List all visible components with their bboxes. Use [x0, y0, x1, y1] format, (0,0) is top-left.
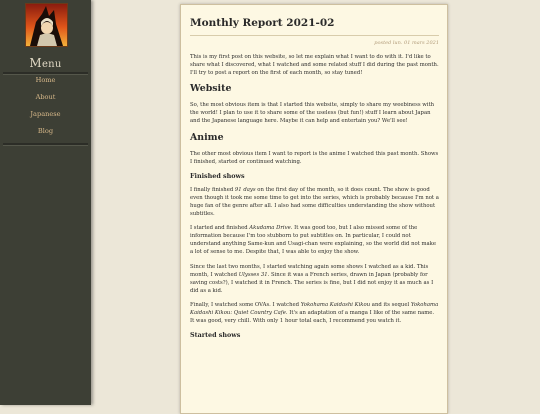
nav-link-japanese[interactable]: Japanese — [30, 110, 61, 118]
nav-link-home[interactable]: Home — [35, 76, 56, 84]
subheading-started-shows: Started shows — [190, 331, 241, 340]
post-card — [180, 4, 448, 414]
paragraph-ulysses: Since the last two months, I started watching again some shows I watched as a kid. This month, I watched Ulysses 31. Since it was a French series, drawn in Japan (probably for saving costs?), I watched it in French. The series is fine, but I did not enjoy it as much as I did as a kid. — [190, 263, 434, 294]
paragraph-91-days: I finally finished 91 days on the first day of the month, so it does count. The show is good even though it took me some time to get into the series, which is probably because I'm not a huge fan of the genre after all. I also had some difficulties understanding the show without subtitles. — [190, 186, 439, 218]
anime-paragraph: The other most obvious item I want to report is the anime I watched this past month. Shows I finished, started or continued watching. — [190, 150, 439, 165]
menu-title: Menu — [29, 56, 62, 70]
show-title: Yokohama Kaidashi Kikou: Quiet Country Cafe — [190, 301, 439, 316]
section-heading-website: Website — [190, 83, 232, 95]
nav-link-blog[interactable]: Blog — [37, 127, 54, 135]
intro-paragraph: This is my first post on this website, so let me explain what I want to do with it. I'd like to share what I discovered, what I watched and some related stuff I did during the past month. I'll try to post a report on the first of each month, so stay tuned! — [190, 54, 439, 77]
avatar[interactable] — [25, 3, 68, 47]
paragraph-akudama-drive: I started and finished Akudama Drive. It was good too, but I also missed some of the information because I'm too stubborn to put subtitles on. In particular, I could not understand anything Same-kun and Usagi-chan were explaining, so the world did not make a lot of sense to me. Despite that, I was able to enjoy the show. — [190, 225, 437, 256]
subheading-finished-shows: Finished shows — [190, 171, 245, 180]
section-heading-anime: Anime — [190, 131, 224, 143]
website-paragraph: So, the most obvious item is that I started this website, simply to share my weebiness with the world! I plan to use it to share some of the useless (but fun!) stuff I learn about Japan and the Japanese language here. Maybe it can help and entertain you? We'll see! — [190, 102, 435, 125]
show-title: Yokohama Kaidashi Kikou — [300, 301, 371, 308]
nav-link-about[interactable]: About — [35, 93, 56, 101]
paragraph-ovas: Finally, I watched some OVAs. I watched Yokohama Kaidashi Kikou and its sequel Yokohama Kaidashi Kikou: Quiet Country Cafe. It's an adaptation of a manga I like of the same name. It was good, very chill. With only 1 hour total each, I recommend you watch it. — [190, 301, 439, 325]
post-date: posted lun. 01 mars 2021 — [374, 40, 439, 46]
sidebar — [0, 0, 91, 405]
post-title: Monthly Report 2021-02 — [190, 17, 335, 29]
menu-divider-bottom — [3, 143, 88, 146]
title-divider — [190, 35, 439, 36]
show-title: Akudama Drive — [249, 225, 291, 232]
show-title: Ulysses 31 — [238, 271, 268, 278]
sidebar-nav — [0, 75, 91, 143]
show-title: 91 days — [234, 186, 256, 193]
